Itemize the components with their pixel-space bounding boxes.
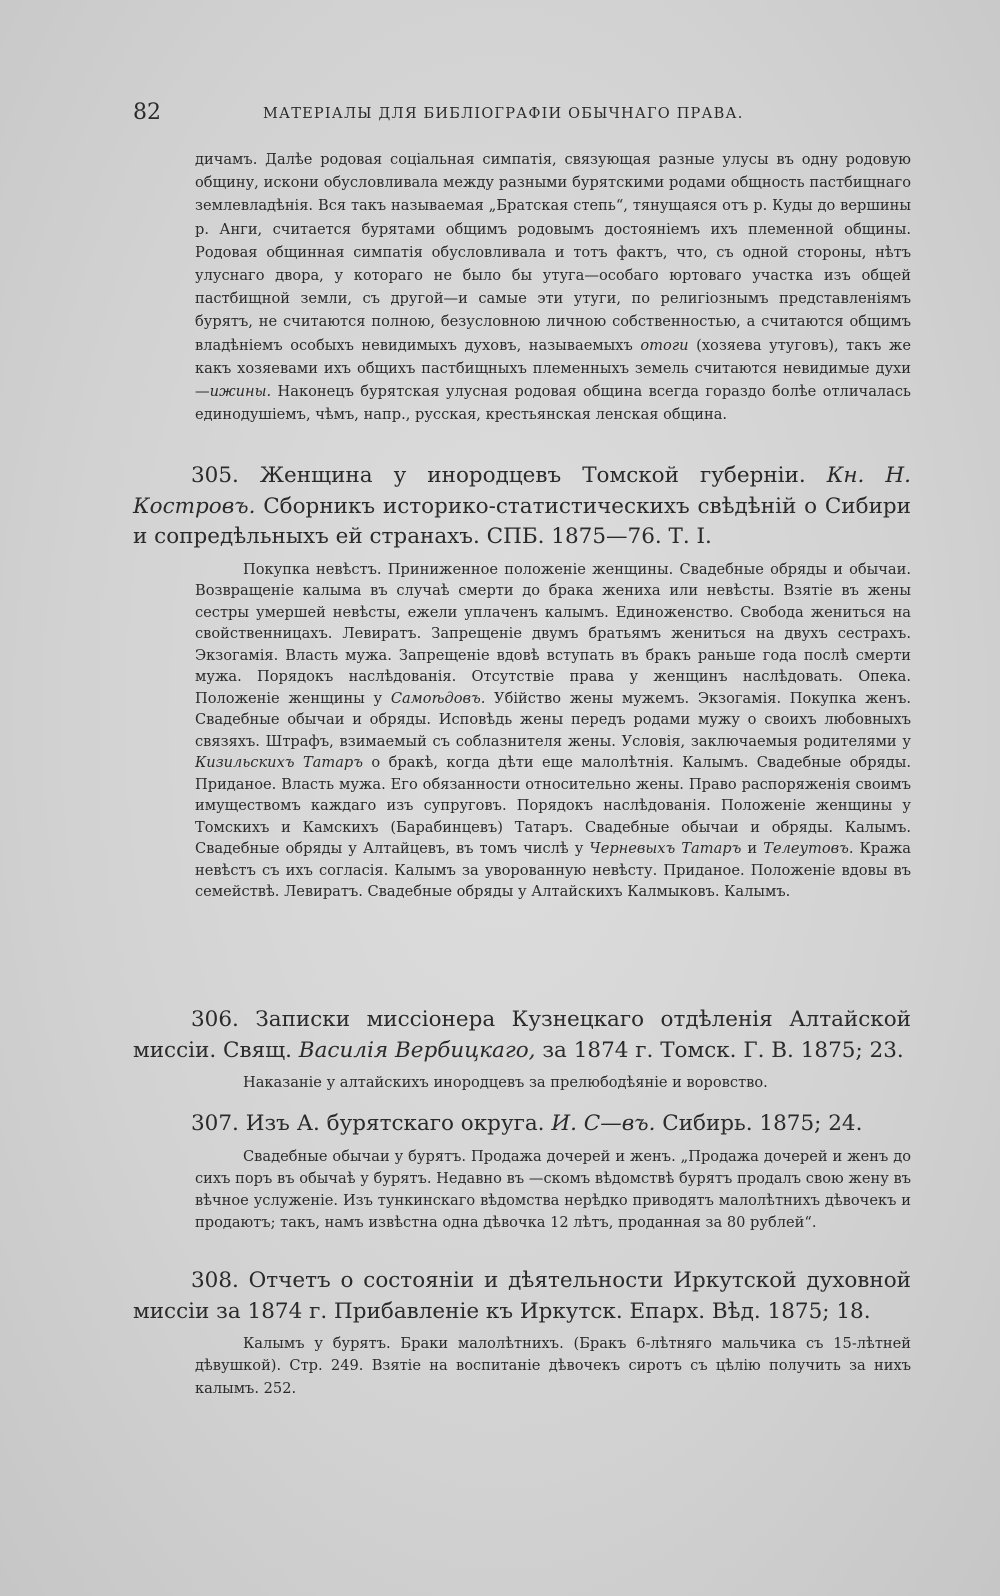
- entry-title-text: Сибирь. 1875; 24.: [655, 1111, 863, 1136]
- bibliography-entry-305: [133, 461, 911, 903]
- continuation-paragraph: [195, 148, 911, 426]
- annotation-text: Покупка невѣстъ. Приниженное положеніе женщины. Свадебные обряды и обычаи. Возвращеніе калыма въ случаѣ смерти до брака жениха или невѣсты. Взятіе въ жены сестры умершей невѣсты, ежели уплаченъ калымъ. Единоженство. Свобода жениться на свойственницахъ. Левиратъ. Запрещеніе двумъ братьямъ жениться на двухъ сестрахъ. Экзогамія. Власть мужа. Запрещеніе вдовѣ вступать въ бракъ раньше года послѣ смерти мужа. Порядокъ наслѣдованія. Отсутствіе права у женщинъ наслѣдовать. Опека. Положеніе женщины у: [195, 560, 911, 707]
- entry-title: [133, 1266, 911, 1327]
- entry-title-text: Записки миссіонера Кузнецкаго отдѣленія Алтайской миссіи. Свящ.: [133, 1007, 911, 1063]
- italic-term: Самоѣдовъ.: [390, 689, 486, 707]
- entry-author: Кн. Н. Костровъ.: [133, 463, 911, 519]
- running-title: МАТЕРІАЛЫ ДЛЯ БИБЛІОГРАФІИ ОБЫЧНАГО ПРАВА.: [263, 106, 744, 122]
- entry-annotation: Калымъ у бурятъ. Браки малолѣтнихъ. (Бракъ 6-лѣтняго мальчика съ 15-лѣтней дѣвушкой). Стр. 249. Взятіе на воспитаніе дѣвочекъ сиротъ съ цѣлію получить за нихъ калымъ. 252.: [195, 1335, 911, 1397]
- entry-title-text: Сборникъ историко-статистическихъ свѣдѣній о Сибири и сопредѣльныхъ ей странахъ. СПБ. 1875—76. Т. I.: [133, 493, 911, 549]
- entry-number: 306.: [191, 1007, 239, 1032]
- entry-annotation: [195, 559, 911, 903]
- entry-annotation: Свадебные обычаи у бурятъ. Продажа дочерей и женъ. „Продажа дочерей и женъ до сихъ поръ въ обычаѣ у бурятъ. Недавно въ —скомъ вѣдомствѣ бурятъ продалъ свою жену въ вѣчное услуженіе. Изъ тункинскаго вѣдомства нерѣдко приводятъ малолѣтнихъ дѣвочекъ и продаютъ; такъ, намъ извѣстна одна дѣвочка 12 лѣтъ, проданная за 80 рублей“.: [195, 1147, 911, 1232]
- italic-term: ижины.: [209, 383, 272, 401]
- bibliography-entry-307: [133, 1109, 911, 1235]
- entry-title-text: Женщина у инородцевъ Томской губерніи.: [238, 463, 827, 488]
- entry-number: 307.: [191, 1111, 239, 1136]
- entry-annotation: Наказаніе у алтайскихъ инородцевъ за прелюбодѣяніе и воровство.: [243, 1074, 768, 1091]
- page-number: 82: [133, 100, 161, 125]
- entry-number: 305.: [191, 463, 239, 488]
- italic-term: отоги: [640, 336, 689, 354]
- annotation-text: Кража невѣстъ съ ихъ согласія. Калымъ за уворованную невѣсту. Приданое. Положеніе вдовы въ семействѣ. Левиратъ. Свадебные обряды у Алтайскихъ Калмыковъ. Калымъ.: [195, 840, 911, 900]
- entry-title: [133, 461, 911, 553]
- entry-title: [133, 1005, 911, 1066]
- page-header: [133, 100, 913, 132]
- entry-title: [133, 1109, 911, 1140]
- entry-title-text: за 1874 г. Томск. Г. В. 1875; 23.: [535, 1037, 904, 1063]
- annotation-text: о бракѣ, когда дѣти еще малолѣтнія. Калымъ. Свадебные обряды. Приданое. Власть мужа. Его обязанности относительно жены. Право распоряженія своимъ имуществомъ каждаго изъ супруговъ. Порядокъ наслѣдованія. Положеніе женщины у Томскихъ и Камскихъ (Барабинцевъ) Татаръ. Свадебные обычаи и обряды. Калымъ. Свадебные обряды у Алтайцевъ, въ томъ числѣ у: [195, 754, 912, 857]
- bibliography-entry-306: [133, 1005, 911, 1094]
- annotation-text: Убійство жены мужемъ. Экзогамія. Покупка женъ. Свадебные обычаи и обряды. Исповѣдь жены передъ родами мужу о своихъ любовныхъ связяхъ. Штрафъ, взимаемый съ соблазнителя жены. Условія, заключаемыя родителями у: [195, 689, 911, 750]
- entry-number: 308.: [191, 1268, 239, 1293]
- bibliography-entry-308: [133, 1266, 911, 1400]
- paragraph-text: (хозяева утуговъ), такъ же какъ хозяевами ихъ общихъ пастбищныхъ племенныхъ земель считаются невидимые духи—: [195, 336, 911, 401]
- annotation-text: и: [741, 840, 764, 857]
- italic-term: Телеутовъ.: [763, 840, 854, 857]
- paragraph-text: Наконецъ бурятская улусная родовая община всегда гораздо болѣе отличалась единодушіемъ, чѣмъ, напр., русская, крестьянская ленская община.: [195, 383, 911, 424]
- entry-title-text: Отчетъ о состояніи и дѣятельности Иркутской духовной миссіи за 1874 г. Прибавленіе къ Иркутск. Епарх. Вѣд. 1875; 18.: [133, 1268, 911, 1324]
- paragraph-text: дичамъ. Далѣе родовая соціальная симпатія, связующая разные улусы въ одну родовую общину, искони обусловливала между разными бурятскими родами общность пастбищнаго землевладѣнія. Вся такъ называемая „Братская степь“, тянущаяся отъ р. Куды до вершины р. Анги, считается бурятами общимъ родовымъ достояніемъ ихъ племенной общины. Родовая общинная симпатія обусловливала и тотъ фактъ, что, съ одной стороны, нѣтъ улуснаго двора, у котораго не было бы утуга—особаго юртоваго участка изъ общей пастбищной земли, съ другой—и самые эти утуги, по религіознымъ представленіямъ бурятъ, не считаются полною, безусловною личною собственностью, а считаются общимъ владѣніемъ особыхъ невидимыхъ духовъ, называемыхъ: [195, 151, 911, 354]
- italic-term: Черневыхъ Татаръ: [589, 840, 742, 857]
- entry-author: И. С—въ.: [551, 1111, 656, 1136]
- italic-term: Кизильскихъ Татаръ: [195, 754, 363, 771]
- entry-author: Василія Вербицкаго,: [298, 1037, 536, 1063]
- entry-title-text: Изъ А. бурятскаго округа.: [238, 1111, 552, 1136]
